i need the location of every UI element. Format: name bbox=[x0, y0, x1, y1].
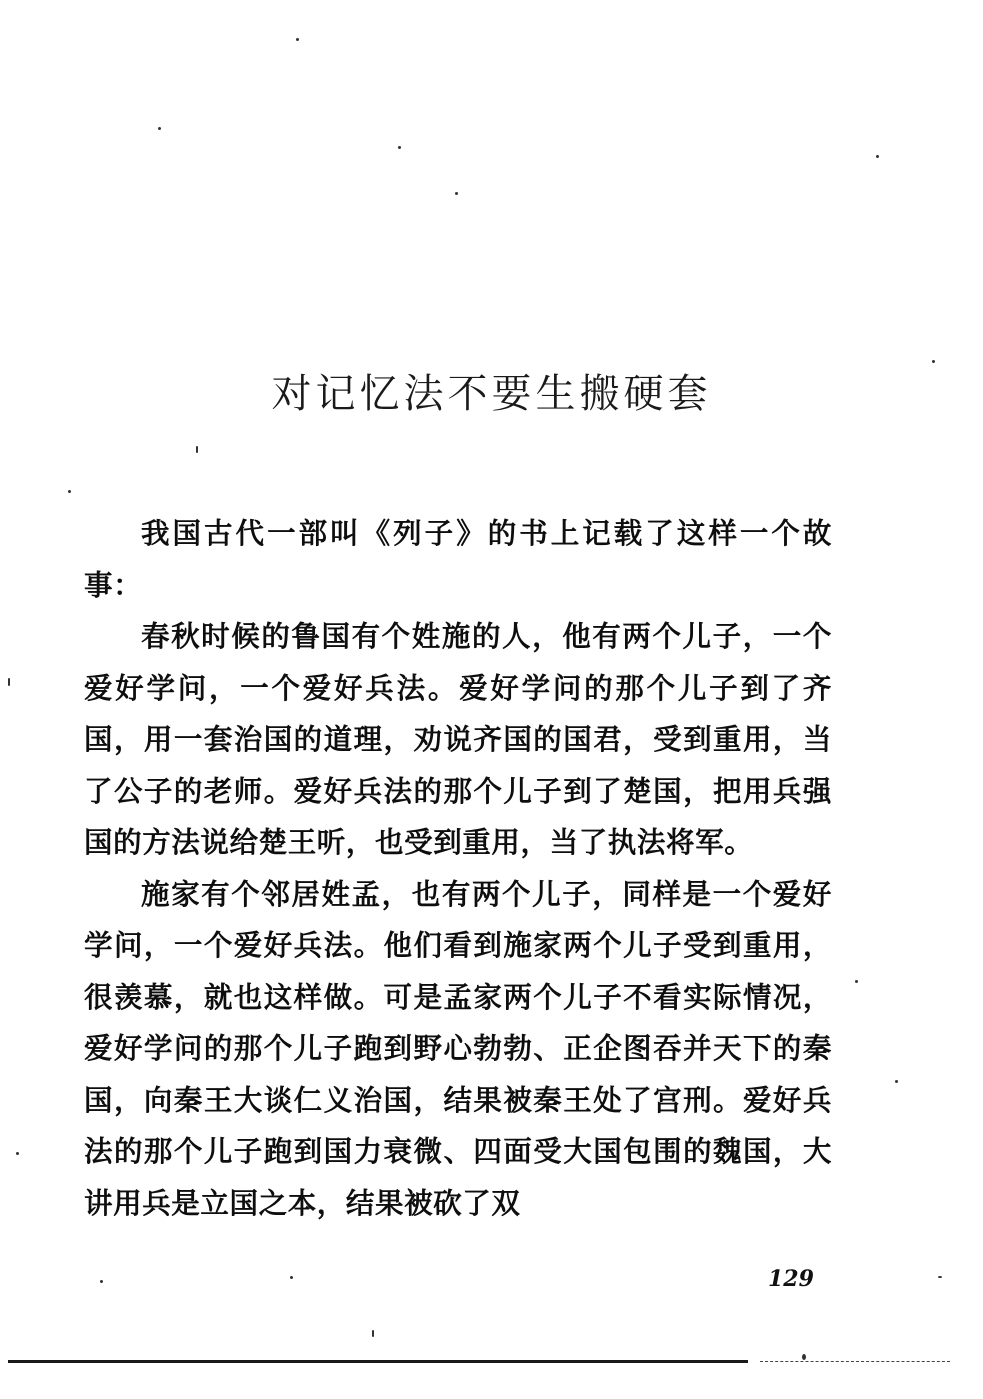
scan-speck bbox=[16, 1152, 19, 1155]
scan-speck bbox=[932, 360, 935, 363]
scan-speck bbox=[398, 146, 401, 149]
scan-speck bbox=[895, 1080, 898, 1083]
paragraph-2: 春秋时候的鲁国有个姓施的人，他有两个儿子，一个爱好学问，一个爱好兵法。爱好学问的那个儿子到了齐国，用一套治国的道理，劝说齐国的国君，受到重用，当了公子的老师。爱好兵法的那个儿子到了楚国，把用兵强国的方法说给楚王听，也受到重用，当了执法将军。 bbox=[84, 619, 832, 859]
scan-speck bbox=[455, 192, 458, 195]
scan-speck bbox=[158, 127, 161, 130]
footer-rule bbox=[8, 1360, 748, 1363]
page-title: 对记忆法不要生搬硬套 bbox=[271, 371, 712, 417]
paragraph-3: 施家有个邻居姓孟，也有两个儿子，同样是一个爱好学问，一个爱好兵法。他们看到施家两个儿子受到重用，很羡慕，就也这样做。可是孟家两个儿子不看实际情况，爱好学问的那个儿子跑到野心勃勃、正企图吞并天下的秦国，向秦王大谈仁义治国，结果被秦王处了宫刑。爱好兵法的那个儿子跑到国力衰微、四面受大国包围的魏国，大讲用兵是立国之本，结果被砍了双 bbox=[84, 876, 832, 1220]
scan-speck bbox=[372, 1330, 374, 1337]
page-number: 129 bbox=[768, 1266, 814, 1292]
scan-speck bbox=[68, 490, 71, 493]
footer-rule-thin bbox=[760, 1361, 950, 1362]
scan-speck bbox=[8, 678, 10, 686]
scan-speck bbox=[100, 1280, 103, 1283]
scan-speck bbox=[855, 980, 858, 983]
scan-speck bbox=[296, 38, 299, 41]
scan-speck bbox=[876, 155, 879, 158]
paragraph-1: 我国古代一部叫《列子》的书上记载了这样一个故事： bbox=[84, 516, 832, 602]
scan-speck bbox=[938, 1276, 942, 1278]
scan-speck bbox=[802, 1354, 806, 1360]
scan-speck bbox=[290, 1276, 293, 1279]
body-text bbox=[84, 508, 832, 1229]
scan-speck bbox=[196, 446, 198, 453]
